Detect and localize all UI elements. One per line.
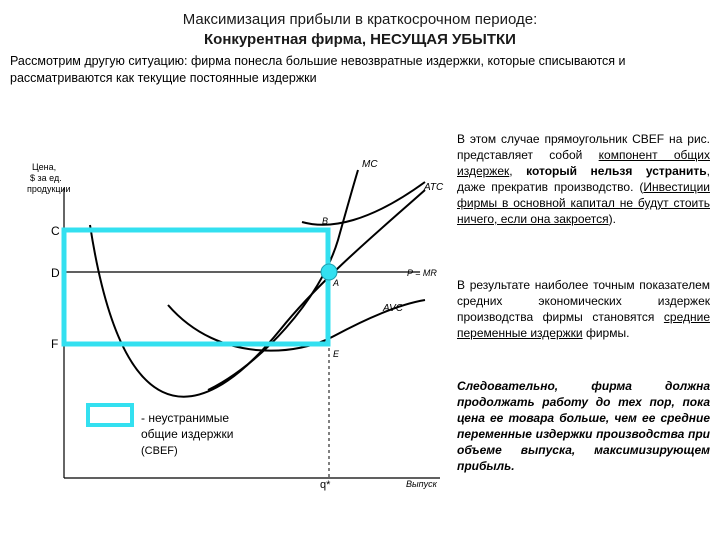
y-axis-label-3: продукции <box>27 184 71 194</box>
text-segment: В этом случае прямоугольник CBEF на рис. представляет собой <box>457 132 710 162</box>
atc-label: ATC <box>424 182 444 193</box>
intro-paragraph: Рассмотрим другую ситуацию: фирма понесла большие невозвратные издержки, которые списываются и рассматриваются как текущие постоянные издержки <box>10 54 626 85</box>
y-axis-label-1: Цена, <box>32 162 57 172</box>
atc-upper-curve <box>302 182 425 225</box>
cbef-rectangle <box>64 230 328 344</box>
title-line-2: Конкурентная фирма, НЕСУЩАЯ УБЫТКИ <box>204 31 516 48</box>
y-axis-label-2: $ за ед. <box>30 173 62 183</box>
text-segment: фирмы. <box>582 326 630 340</box>
slide-title <box>0 10 720 50</box>
x-axis-label: Выпуск <box>406 479 437 489</box>
label-q-star: q* <box>320 479 331 491</box>
label-c: C <box>51 224 60 238</box>
text-segment: компонент общих издержек <box>457 148 710 178</box>
atc-curve <box>90 190 425 397</box>
point-e-label: E <box>333 349 340 359</box>
text-segment: Инвестиции фирмы в основной капитал не будут стоить ничего, если она закроется <box>457 180 710 226</box>
explanation-paragraph-1 <box>457 131 710 227</box>
point-a-label: A <box>333 278 340 288</box>
title-line-1: Максимизация прибыли в краткосрочном периоде: <box>182 11 538 28</box>
text-segment: , даже прекратив производство. ( <box>457 164 711 194</box>
point-b-label: B <box>322 216 329 226</box>
legend-line-1: - неустранимые <box>141 411 230 425</box>
mc-label: MC <box>362 159 378 170</box>
label-d: D <box>51 266 60 280</box>
text-segment: средние переменные издержки <box>457 310 710 340</box>
explanation-paragraph-2 <box>457 277 710 341</box>
legend-line-3: (CBEF) <box>141 445 178 457</box>
conclusion-paragraph: Следовательно, фирма должна продолжать работу до тех пор, пока цена ее товара больше, чем ее средние переменные издержки производства при объеме выпуска, максимизирующем прибыль. <box>457 379 710 473</box>
text-segment: , <box>509 164 527 178</box>
label-f: F <box>51 337 59 351</box>
text-segment: который нельзя устранить <box>526 164 707 178</box>
text-segment: ). <box>608 212 616 226</box>
text-segment: В результате наиболее точным показателем средних экономических издержек производства фирмы становятся <box>457 278 710 324</box>
cost-chart <box>0 150 450 510</box>
legend-line-2: общие издержки <box>141 427 234 441</box>
avc-label: AVC <box>383 303 404 314</box>
price-line-label: P = MR <box>407 268 437 278</box>
legend-swatch <box>88 405 132 425</box>
